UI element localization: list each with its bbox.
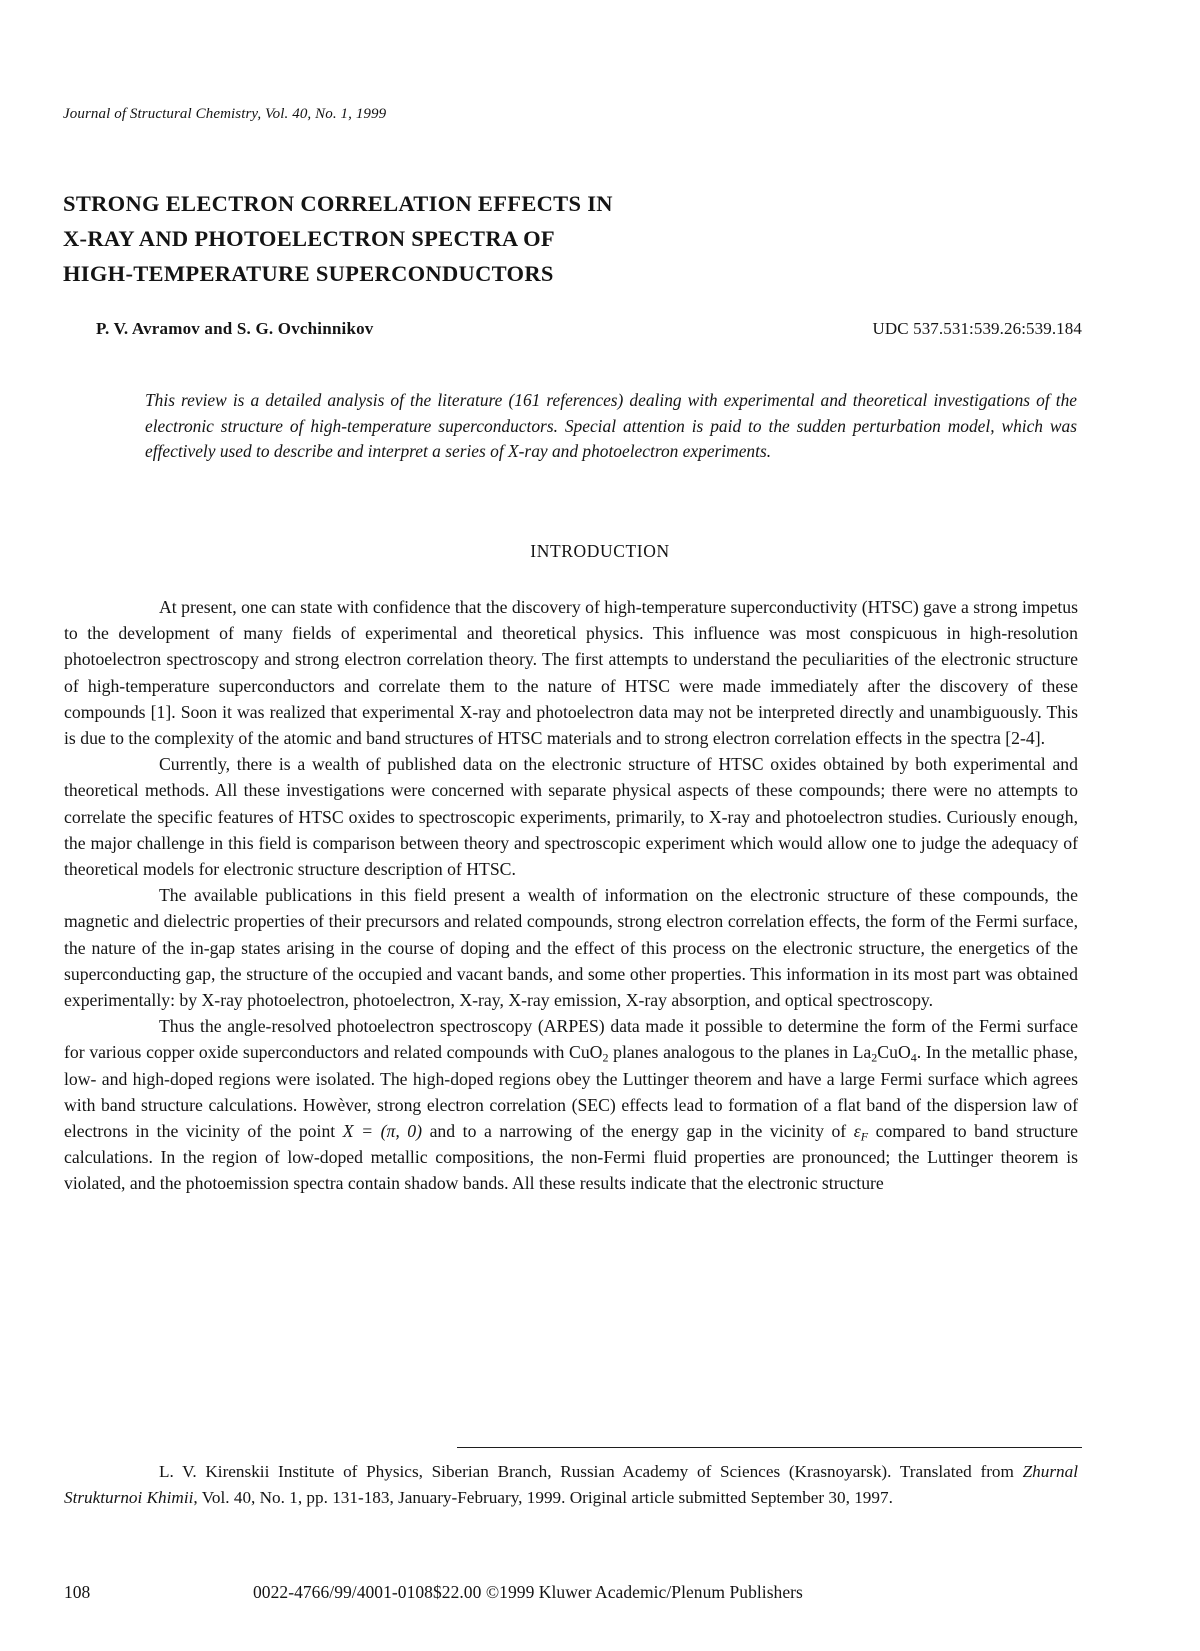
journal-citation: Journal of Structural Chemistry, Vol. 40, No. 1, 1999 [63,106,387,122]
paragraph-text: compared to band structure calculations. In the region of low-doped metallic compositions, the non-Fermi fluid properties are pronounced; the Luttinger theorem is violated, and the photoemission spectra contain shadow bands. All these results indicate that the electronic structure [64,1121,1078,1194]
formula: CuO$_2$ [569,1042,609,1066]
footnote [64,1459,1078,1511]
page-number: 108 [64,1582,91,1602]
formula: $La_2CuO_4$ [852,1042,917,1066]
footnote-text: , Vol. 40, No. 1, pp. 131-183, January-February, 1999. Original article submitted September 30, 1997. [193,1488,893,1507]
udc-code: UDC 537.531:539.26:539.184 [872,319,1082,338]
title-line: X-RAY AND PHOTOELECTRON SPECTRA OF [63,226,555,251]
title-line: STRONG ELECTRON CORRELATION EFFECTS IN [63,191,613,216]
paragraph-text: . In the metallic phase, low- and high-doped regions were isolated. The high-doped regions obey the Luttinger theorem and have a large Fermi surface which agrees with band structure calculations. Howèver, strong electron correlation (SEC) effects lead to formation of a flat band of the dispersion law of electrons in the vicinity of the point [64,1042,1078,1142]
article-title [63,186,613,291]
paragraph-text: Thus the angle-resolved photoelectron spectroscopy (ARPES) data made it possible to determine the form of the Fermi surface for various copper oxide superconductors and related compounds with [64,1016,1078,1063]
footnote-text: L. V. Kirenskii Institute of Physics, Siberian Branch, Russian Academy of Sciences (Krasnoyarsk). Translated from [159,1462,1023,1481]
section-heading: INTRODUCTION [530,541,670,561]
footnote-journal: Zhurnal Strukturnoi Khimii [64,1462,1078,1507]
paragraph-text: and to a narrowing of the energy gap in the vicinity of [422,1121,854,1142]
paragraph [64,1013,1078,1196]
title-line: HIGH-TEMPERATURE SUPERCONDUCTORS [63,261,554,286]
math-symbol: $\varepsilon_F$ [853,1121,869,1144]
body-text [64,594,1078,1197]
authors: P. V. Avramov and S. G. Ovchinnikov [96,319,374,338]
math-expression: X = (π, 0) [342,1121,423,1142]
abstract: This review is a detailed analysis of the literature (161 references) dealing with experimental and theoretical investigations of the electronic structure of high-temperature superconductors. Special attention is paid to the sudden perturbation model, which was effectively used to describe and interpret a series of X-ray and photoelectron experiments. [145,390,1077,461]
paragraph: At present, one can state with confidence that the discovery of high-temperature superconductivity (HTSC) gave a strong impetus to the development of many fields of experimental and theoretical physics. This influence was most conspicuous in high-resolution photoelectron spectroscopy and strong electron correlation theory. The first attempts to understand the peculiarities of the electronic structure of high-temperature superconductors and correlate them to the nature of HTSC were made immediately after the discovery of these compounds [1]. Soon it was realized that experimental X-ray and photoelectron data may not be interpreted directly and unambiguously. This is due to the complexity of the atomic and band structures of HTSC materials and to strong electron correlation effects in the spectra [2-4]. [64,597,1078,749]
paragraph-text: planes analogous to the planes in [608,1042,853,1063]
footnote-divider [457,1447,1082,1448]
copyright-line: 0022-4766/99/4001-0108$22.00 ©1999 Kluwer Academic/Plenum Publishers [253,1582,803,1602]
paragraph: Currently, there is a wealth of published data on the electronic structure of HTSC oxides obtained by both experimental and theoretical methods. All these investigations were concerned with separate physical aspects of these compounds; there were no attempts to correlate the specific features of HTSC oxides to spectroscopic experiments, primarily, to X-ray and photoelectron studies. Curiously enough, the major challenge in this field is comparison between theory and spectroscopic experiment which would allow one to judge the adequacy of theoretical models for electronic structure description of HTSC. [64,754,1078,880]
paragraph: The available publications in this field present a wealth of information on the electronic structure of these compounds, the magnetic and dielectric properties of their precursors and related compounds, strong electron correlation effects, the form of the Fermi surface, the nature of the in-gap states arising in the course of doping and the effect of this process on the electronic structure, the energetics of the superconducting gap, the structure of the occupied and vacant bands, and some other properties. This information in its most part was obtained experimentally: by X-ray photoelectron, photoelectron, X-ray, X-ray emission, X-ray absorption, and optical spectroscopy. [64,885,1078,1011]
